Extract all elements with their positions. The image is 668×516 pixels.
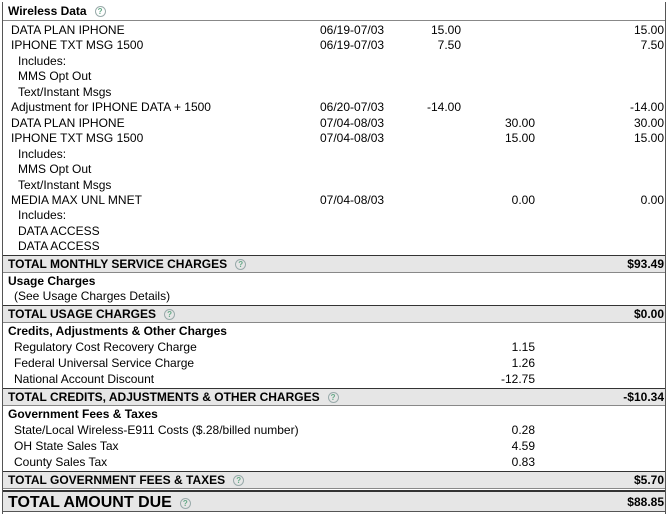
line-item-dates: 06/19-07/03 — [320, 38, 385, 53]
line-item-amount: -14.00 — [629, 100, 664, 115]
line-item-dates: 06/20-07/03 — [320, 100, 385, 115]
line-item-row — [3, 208, 665, 223]
line-item-next-charge: 30.00 — [504, 115, 535, 130]
gov-fees-heading — [3, 407, 665, 422]
line-item-amount: 1.15 — [511, 340, 535, 354]
line-item-amount: 15.00 — [633, 23, 664, 37]
total-amount-due-row — [3, 490, 665, 512]
line-item-row — [3, 38, 665, 53]
total-value: $0.00 — [633, 307, 664, 321]
line-item-current-charge: -14.00 — [426, 100, 461, 115]
line-item-next-charge: 15.00 — [504, 131, 535, 146]
help-icon[interactable]: ? — [328, 392, 339, 403]
line-item-description: DATA ACCESS — [18, 239, 100, 254]
line-item-amount: -12.75 — [500, 372, 535, 386]
wireless-data-heading — [3, 4, 665, 19]
total-label: TOTAL GOVERNMENT FEES & TAXES — [8, 473, 226, 487]
line-item-amount: 0.00 — [640, 192, 664, 207]
line-item-description: Text/Instant Msgs — [18, 84, 112, 99]
line-item-description: IPHONE TXT MSG 1500 — [11, 131, 144, 146]
help-icon[interactable]: ? — [235, 259, 246, 270]
usage-charges-heading — [3, 274, 665, 289]
grand-total-label: TOTAL AMOUNT DUE — [8, 494, 172, 511]
total-label: TOTAL CREDITS, ADJUSTMENTS & OTHER CHARGES — [8, 390, 320, 404]
line-item-row — [3, 85, 665, 100]
line-item-amount: 4.59 — [511, 439, 535, 453]
total-label: TOTAL USAGE CHARGES — [8, 307, 157, 321]
line-item-description: Federal Universal Service Charge — [14, 356, 195, 370]
line-item-description: Regulatory Cost Recovery Charge — [14, 340, 197, 354]
line-item-amount: 0.83 — [511, 455, 535, 469]
line-item-amount: 7.50 — [640, 38, 664, 53]
total-value: $93.49 — [627, 257, 664, 271]
line-item-description: Includes: — [18, 53, 67, 68]
line-item-dates: 07/04-08/03 — [320, 192, 385, 207]
line-item-row — [3, 224, 665, 239]
help-icon[interactable]: ? — [164, 309, 175, 320]
gov-fees-title: Government Fees & Taxes — [8, 407, 158, 421]
line-item-description: National Account Discount — [14, 372, 155, 386]
line-item-row — [3, 23, 665, 38]
line-item-amount: 15.00 — [633, 131, 664, 146]
total-value: -$10.34 — [623, 390, 664, 404]
line-item-dates: 06/19-07/03 — [320, 23, 385, 37]
line-item-row — [3, 372, 665, 387]
line-item-row — [3, 116, 665, 131]
grand-total-value: $88.85 — [627, 495, 664, 509]
line-item-row — [3, 178, 665, 193]
help-icon[interactable]: ? — [95, 6, 106, 17]
line-item-description: Includes: — [18, 208, 67, 223]
help-icon[interactable]: ? — [180, 498, 191, 509]
line-item-description: DATA PLAN IPHONE — [11, 23, 125, 37]
line-item-description: IPHONE TXT MSG 1500 — [11, 38, 144, 53]
wireless-data-title: Wireless Data — [8, 4, 87, 18]
line-item-description: OH State Sales Tax — [14, 439, 119, 453]
total-gov-fees-row — [3, 471, 665, 489]
line-item-row — [3, 439, 665, 454]
line-item-amount: 0.28 — [511, 423, 535, 437]
total-credits-row — [3, 388, 665, 406]
line-item-row — [3, 69, 665, 84]
line-item-dates: 07/04-08/03 — [320, 131, 385, 146]
line-item-row — [3, 423, 665, 438]
line-item-current-charge: 15.00 — [430, 23, 461, 37]
line-item-description: County Sales Tax — [14, 455, 108, 469]
bill-summary — [2, 2, 666, 514]
line-item-row — [3, 162, 665, 177]
line-item-description: Text/Instant Msgs — [18, 177, 112, 192]
line-item-description: MEDIA MAX UNL MNET — [11, 192, 142, 207]
line-item-description: MMS Opt Out — [18, 162, 92, 177]
total-monthly-service-charges-row — [3, 255, 665, 273]
credits-heading — [3, 324, 665, 339]
line-item-row — [3, 193, 665, 208]
line-item-description: Adjustment for IPHONE DATA + 1500 — [11, 100, 211, 115]
credits-title: Credits, Adjustments & Other Charges — [8, 324, 227, 338]
line-item-description: Includes: — [18, 146, 67, 161]
line-item-row — [3, 100, 665, 115]
usage-charges-title: Usage Charges — [8, 274, 96, 288]
line-item-row — [3, 54, 665, 69]
total-label: TOTAL MONTHLY SERVICE CHARGES — [8, 257, 228, 271]
help-icon[interactable]: ? — [233, 475, 244, 486]
line-item-row — [3, 239, 665, 254]
line-item-row — [3, 147, 665, 162]
line-item-description: MMS Opt Out — [18, 69, 92, 84]
line-item-amount: 1.26 — [511, 356, 535, 370]
line-item-description: DATA ACCESS — [18, 223, 100, 238]
line-item-next-charge: 0.00 — [511, 192, 535, 207]
total-value: $5.70 — [633, 473, 664, 487]
line-item-row — [3, 455, 665, 470]
line-item-dates: 07/04-08/03 — [320, 115, 385, 130]
usage-charges-note-row — [3, 289, 665, 304]
total-usage-charges-row — [3, 305, 665, 323]
line-item-description: State/Local Wireless-E911 Costs ($.28/billed number) — [14, 423, 299, 437]
usage-charges-note[interactable]: (See Usage Charges Details) — [14, 289, 171, 303]
line-item-current-charge: 7.50 — [437, 38, 461, 53]
divider — [3, 20, 665, 21]
line-item-amount: 30.00 — [633, 115, 664, 130]
line-item-row — [3, 340, 665, 355]
line-item-row — [3, 356, 665, 371]
line-item-row — [3, 131, 665, 146]
line-item-description: DATA PLAN IPHONE — [11, 115, 125, 130]
